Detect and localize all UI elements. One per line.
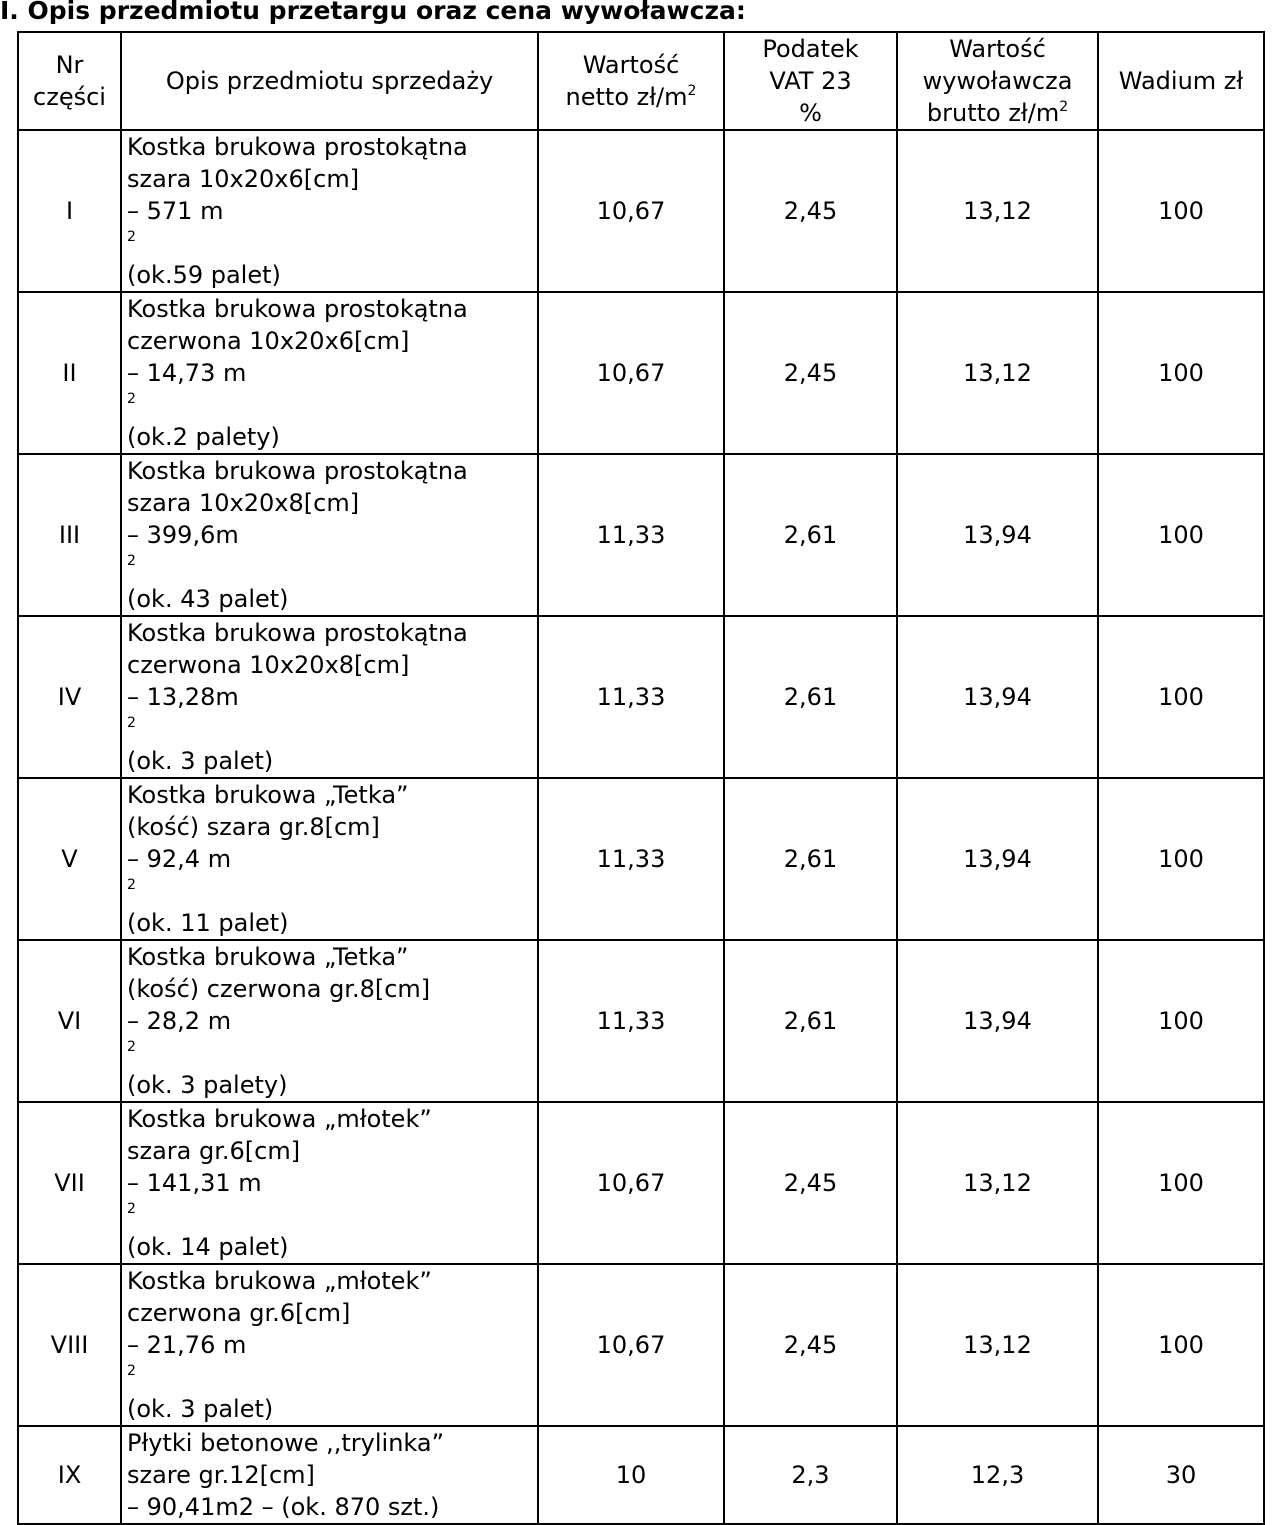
cell-podatek-vat: 2,61 — [724, 778, 897, 940]
desc-line: Kostka brukowa „młotek” — [127, 1105, 432, 1133]
table-row — [18, 1426, 1264, 1524]
cell-podatek-vat: 2,45 — [724, 130, 897, 292]
table-row — [18, 1102, 1264, 1264]
table-row — [18, 130, 1264, 292]
desc-quantity: – 399,6m $^2$ (ok. 43 palet) — [127, 521, 289, 613]
desc-line: (kość) czerwona gr.8[cm] — [127, 975, 431, 1003]
cell-nr: IV — [18, 616, 121, 778]
cell-nr: IX — [18, 1426, 121, 1524]
cell-podatek-vat: 2,61 — [724, 940, 897, 1102]
header-podatek-vat: Podatek VAT 23 % — [724, 32, 897, 130]
table-row — [18, 616, 1264, 778]
cell-nr: VIII — [18, 1264, 121, 1426]
table-header-row — [18, 32, 1264, 130]
cell-wartosc-brutto: 13,12 — [897, 1264, 1098, 1426]
desc-line: czerwona 10x20x6[cm] — [127, 327, 410, 355]
header-opis: Opis przedmiotu sprzedaży — [121, 32, 538, 130]
cell-podatek-vat: 2,61 — [724, 454, 897, 616]
table-row — [18, 454, 1264, 616]
desc-line: szara 10x20x8[cm] — [127, 489, 360, 517]
table-row — [18, 292, 1264, 454]
desc-quantity: – 571 m $^2$ (ok.59 palet) — [127, 197, 281, 289]
cell-podatek-vat: 2,3 — [724, 1426, 897, 1524]
cell-podatek-vat: 2,45 — [724, 1264, 897, 1426]
header-nr-czesci: Nr części — [18, 32, 121, 130]
cell-wartosc-brutto: 12,3 — [897, 1426, 1098, 1524]
cell-nr: III — [18, 454, 121, 616]
desc-line: szara gr.6[cm] — [127, 1137, 301, 1165]
desc-line: Kostka brukowa „młotek” — [127, 1267, 432, 1295]
table-row — [18, 1264, 1264, 1426]
cell-wartosc-netto: 10,67 — [538, 130, 724, 292]
table-row — [18, 778, 1264, 940]
cell-opis — [121, 292, 538, 454]
cell-wartosc-netto: 10,67 — [538, 292, 724, 454]
desc-quantity: – 14,73 m $^2$ (ok.2 palety) — [127, 359, 280, 451]
cell-wartosc-netto: 11,33 — [538, 616, 724, 778]
desc-line: czerwona 10x20x8[cm] — [127, 651, 410, 679]
desc-quantity: – 92,4 m $^2$ (ok. 11 palet) — [127, 845, 289, 937]
cell-wartosc-brutto: 13,12 — [897, 292, 1098, 454]
cell-opis — [121, 130, 538, 292]
desc-quantity: – 21,76 m $^2$ (ok. 3 palet) — [127, 1331, 274, 1423]
desc-line: Kostka brukowa „Tetka” — [127, 781, 409, 809]
desc-line: (kość) szara gr.8[cm] — [127, 813, 380, 841]
cell-wadium: 100 — [1098, 292, 1264, 454]
cell-wartosc-brutto: 13,94 — [897, 778, 1098, 940]
cell-wadium: 100 — [1098, 1102, 1264, 1264]
cell-opis — [121, 778, 538, 940]
cell-wadium: 100 — [1098, 454, 1264, 616]
header-wadium: Wadium zł — [1098, 32, 1264, 130]
cell-opis — [121, 940, 538, 1102]
cell-wartosc-netto: 10 — [538, 1426, 724, 1524]
cell-opis — [121, 1102, 538, 1264]
desc-line: Kostka brukowa prostokątna — [127, 295, 468, 323]
desc-line: Kostka brukowa prostokątna — [127, 619, 468, 647]
desc-line: szara 10x20x6[cm] — [127, 165, 360, 193]
table-row — [18, 940, 1264, 1102]
cell-opis — [121, 1426, 538, 1524]
desc-line: Kostka brukowa „Tetka” — [127, 943, 409, 971]
cell-opis — [121, 454, 538, 616]
cell-nr: II — [18, 292, 121, 454]
cell-wadium: 100 — [1098, 1264, 1264, 1426]
section-heading: I. Opis przedmiotu przetargu oraz cena wywoławcza: — [0, 0, 746, 25]
cell-podatek-vat: 2,45 — [724, 1102, 897, 1264]
cell-wartosc-brutto: 13,94 — [897, 940, 1098, 1102]
cell-wartosc-netto: 10,67 — [538, 1264, 724, 1426]
cell-nr: V — [18, 778, 121, 940]
desc-line: Kostka brukowa prostokątna — [127, 133, 468, 161]
cell-wartosc-netto: 11,33 — [538, 778, 724, 940]
desc-quantity: – 13,28m $^2$ (ok. 3 palet) — [127, 683, 274, 775]
cell-opis — [121, 1264, 538, 1426]
cell-nr: VII — [18, 1102, 121, 1264]
cell-opis — [121, 616, 538, 778]
cell-wartosc-netto: 11,33 — [538, 454, 724, 616]
header-wartosc-brutto: Wartość wywoławcza brutto $zł/m^2$ — [897, 32, 1098, 130]
cell-wartosc-netto: 10,67 — [538, 1102, 724, 1264]
cell-nr: VI — [18, 940, 121, 1102]
desc-quantity: – 141,31 m $^2$ (ok. 14 palet) — [127, 1169, 289, 1261]
cell-wartosc-brutto: 13,94 — [897, 616, 1098, 778]
cell-podatek-vat: 2,45 — [724, 292, 897, 454]
desc-quantity: – 28,2 m $^2$ (ok. 3 palety) — [127, 1007, 288, 1099]
auction-items-table — [17, 31, 1265, 1525]
desc-quantity: – 90,41m2 – (ok. 870 szt.) — [127, 1493, 440, 1521]
cell-nr: I — [18, 130, 121, 292]
cell-wadium: 100 — [1098, 130, 1264, 292]
cell-wadium: 100 — [1098, 778, 1264, 940]
cell-podatek-vat: 2,61 — [724, 616, 897, 778]
desc-line: czerwona gr.6[cm] — [127, 1299, 351, 1327]
cell-wadium: 100 — [1098, 940, 1264, 1102]
desc-line: Płytki betonowe ,,trylinka” — [127, 1429, 445, 1457]
desc-line: Kostka brukowa prostokątna — [127, 457, 468, 485]
cell-wartosc-brutto: 13,12 — [897, 1102, 1098, 1264]
desc-line: szare gr.12[cm] — [127, 1461, 315, 1489]
cell-wadium: 100 — [1098, 616, 1264, 778]
cell-wartosc-brutto: 13,94 — [897, 454, 1098, 616]
header-wartosc-netto: Wartość netto $zł/m^2$ — [538, 32, 724, 130]
cell-wartosc-netto: 11,33 — [538, 940, 724, 1102]
cell-wartosc-brutto: 13,12 — [897, 130, 1098, 292]
cell-wadium: 30 — [1098, 1426, 1264, 1524]
